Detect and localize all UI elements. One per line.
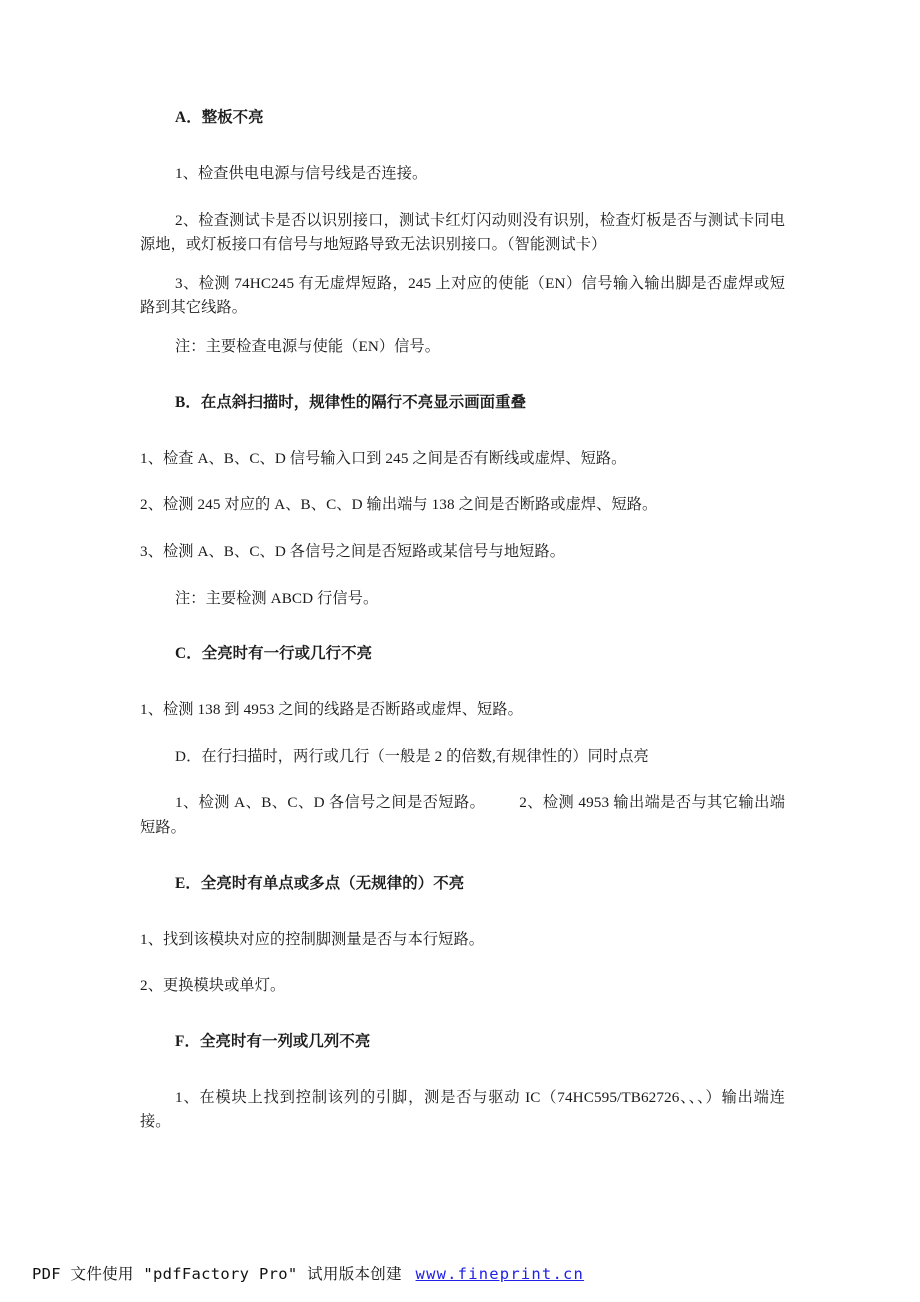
section-heading-b: B．在点斜扫描时，规律性的隔行不亮显示画面重叠 (175, 393, 527, 411)
section-d-item-1: 1、检测 A、B、C、D 各信号之间是否短路。 (175, 794, 486, 812)
spacer (140, 723, 785, 745)
spacer (140, 1057, 785, 1086)
section-a-item-3: 3、检测 74HC245 有无虚焊短路，245 上对应的使能（EN）信号输入输出脚是否虚焊或短路到其它线路。 (140, 274, 785, 317)
section-heading-f: F．全亮时有一列或几列不亮 (175, 1032, 371, 1050)
fineprint-link[interactable]: www.fineprint.cn (415, 1265, 585, 1283)
spacer (140, 518, 785, 540)
spacer (140, 258, 785, 272)
section-d-item-2: 2、检测 4953 输出端是否与其它输出端短路。 (140, 794, 785, 836)
spacer (140, 418, 785, 447)
spacer (140, 952, 785, 974)
section-b-item-1: 1、检查 A、B、C、D 信号输入口到 245 之间是否有断线或虚焊、短路。 (140, 449, 627, 467)
section-a-item-1: 1、检查供电电源与信号线是否连接。 (175, 164, 428, 182)
section-heading-d: D．在行扫描时，两行或几行（一般是 2 的倍数,有规律性的）同时点亮 (175, 747, 649, 765)
section-d-items (140, 791, 785, 840)
section-heading-a: A．整板不亮 (175, 109, 264, 126)
spacer (140, 841, 785, 870)
section-e-item-1: 1、找到该模块对应的控制脚测量是否与本行短路。 (140, 930, 485, 948)
spacer (140, 899, 785, 928)
section-b-item-3: 3、检测 A、B、C、D 各信号之间是否短路或某信号与地短路。 (140, 542, 565, 560)
pdf-watermark-footer (32, 1262, 892, 1284)
section-c-item-1: 1、检测 138 到 4953 之间的线路是否断路或虚焊、短路。 (140, 701, 523, 719)
spacer (140, 999, 785, 1028)
section-b-note: 注：主要检测 ABCD 行信号。 (175, 589, 379, 607)
section-b-item-2: 2、检测 245 对应的 A、B、C、D 输出端与 138 之间是否断路或虚焊、短路。 (140, 496, 658, 514)
spacer (140, 187, 785, 209)
section-heading-c: C．全亮时有一行或几行不亮 (175, 645, 373, 663)
spacer (140, 769, 785, 791)
watermark-text: PDF 文件使用 "pdfFactory Pro" 试用版本创建 (32, 1265, 402, 1283)
spacer (140, 471, 785, 493)
section-a-note: 注：主要检查电源与使能（EN）信号。 (175, 338, 441, 356)
section-heading-e: E．全亮时有单点或多点（无规律的）不亮 (175, 874, 465, 892)
spacer (140, 360, 785, 389)
spacer (140, 321, 785, 335)
section-a-item-2: 2、检查测试卡是否以识别接口，测试卡红灯闪动则没有识别，检查灯板是否与测试卡同电源地，或灯板接口有信号与地短路导致无法识别接口。（智能测试卡） (140, 211, 785, 254)
section-f-item-1: 1、在模块上找到控制该列的引脚，测是否与驱动 IC（74HC595/TB62726、、、）输出端连接。 (140, 1088, 785, 1131)
section-e-item-2: 2、更换模块或单灯。 (140, 977, 286, 995)
spacer (140, 133, 785, 162)
spacer (140, 565, 785, 587)
spacer (140, 611, 785, 640)
document-body (140, 104, 785, 1135)
spacer (140, 669, 785, 698)
